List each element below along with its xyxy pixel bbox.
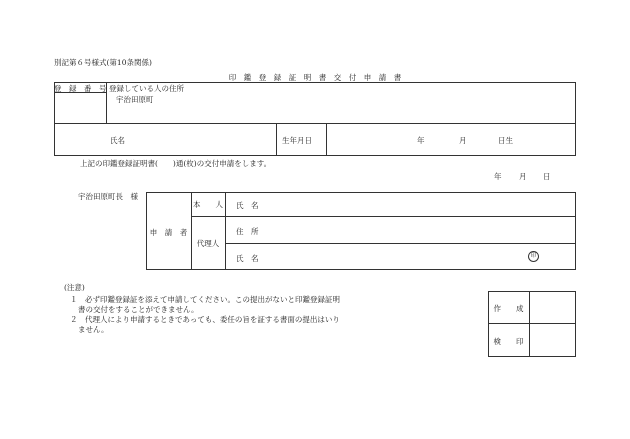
dob-day: 日生: [498, 136, 513, 145]
office-use-divider-h: [488, 323, 576, 324]
request-line: 上記の印鑑登録証明書( )通(枚)の交付申請をします。: [80, 159, 272, 168]
request-count-input[interactable]: [168, 157, 186, 167]
date-month: 月: [519, 172, 527, 181]
address-label: 登録している人の住所: [109, 84, 184, 93]
address-prefix: 宇治田原町: [116, 95, 154, 104]
name-label: 氏名: [110, 136, 125, 145]
date-year: 年: [494, 172, 502, 181]
self-label: 本 人: [193, 200, 223, 209]
self-name-label: 氏 名: [236, 201, 259, 210]
self-row-divider: [191, 216, 576, 217]
note-1-line-1: １ 必ず印鑑登録証を添えて申請してください。この提出がないと印鑑登録証明: [70, 295, 340, 304]
reg-number-value[interactable]: [56, 94, 104, 121]
role-divider: [225, 192, 226, 270]
applicant-label: 申 請 者: [149, 228, 188, 237]
created-label: 作 成: [493, 304, 524, 313]
created-stamp-area[interactable]: [531, 293, 574, 321]
agent-name-value[interactable]: [268, 246, 518, 268]
date-day: 日: [543, 172, 551, 181]
notes-heading: (注意): [64, 283, 85, 292]
agent-row-divider: [225, 243, 576, 244]
note-1-line-2: 書の交付をすることができません。: [78, 305, 199, 314]
dob-year: 年: [417, 136, 425, 145]
reg-number-label: 登 録 番 号: [54, 84, 107, 93]
agent-address-label: 住 所: [236, 227, 259, 236]
dob-label: 生年月日: [282, 136, 312, 145]
dob-month: 月: [459, 136, 467, 145]
addressee: 宇治田原町長 様: [78, 192, 138, 201]
inspected-label: 検 印: [493, 337, 524, 346]
name-value[interactable]: [130, 126, 272, 153]
agent-address-value[interactable]: [268, 219, 568, 241]
address-value[interactable]: [160, 94, 570, 120]
name-dob-divider: [276, 123, 277, 156]
form-title: 印 鑑 登 録 証 明 書 交 付 申 請 書: [228, 73, 402, 82]
note-2-line-1: ２ 代理人により申請するときであっても、委任の旨を証する書面の提出はいり: [70, 315, 340, 324]
form-id: 別記第６号様式(第10条関係): [54, 58, 152, 67]
row-divider: [54, 123, 576, 124]
note-2-line-2: ません。: [78, 325, 109, 334]
seal-mark: 印: [528, 251, 539, 262]
dob-value-divider: [326, 123, 327, 156]
agent-label: 代理人: [196, 239, 220, 248]
inspected-stamp-area[interactable]: [531, 325, 574, 355]
self-name-value[interactable]: [268, 195, 568, 214]
agent-name-label: 氏 名: [236, 254, 259, 263]
office-use-divider-v: [529, 291, 530, 357]
